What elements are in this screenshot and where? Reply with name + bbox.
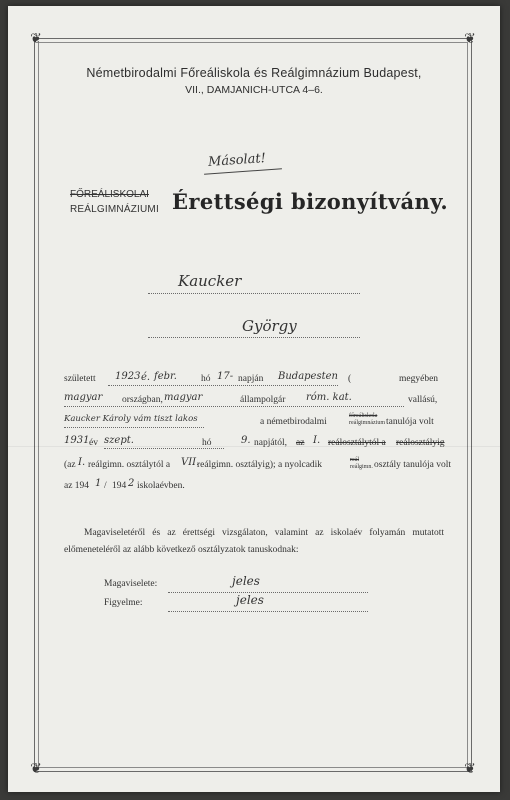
citizenship: magyar bbox=[164, 392, 203, 403]
year-sep: / bbox=[104, 481, 107, 491]
attention-value: jeles bbox=[236, 593, 264, 607]
school-type: REÁLGIMNÁZIUMI bbox=[70, 204, 159, 215]
religion-label: vallású, bbox=[408, 395, 438, 405]
grade-from: I. bbox=[78, 457, 86, 468]
birth-month: febr. bbox=[154, 371, 177, 382]
birth-year: 1923 bbox=[115, 371, 141, 382]
to-real: reálosztályig bbox=[396, 438, 445, 448]
entry-year: 1931 bbox=[64, 435, 90, 446]
small-bottom: reálgimn. bbox=[350, 464, 373, 470]
struck-school2: reálgimnázium bbox=[349, 420, 385, 426]
struck-school: főreáliskola bbox=[349, 413, 378, 419]
from-real: reálosztálytól a bbox=[328, 438, 386, 448]
from-label: napjától, bbox=[254, 438, 287, 448]
corner-ornament-bottom-left: ❦ bbox=[30, 762, 42, 777]
school-ref-label: a németbirodalmi bbox=[260, 417, 327, 427]
form-line-classes bbox=[64, 456, 452, 472]
citizen-label: állampolgár bbox=[240, 395, 286, 405]
line4-dots bbox=[104, 448, 224, 449]
grades-intro-paragraph: Magaviseletéről és az érettségi vizsgálaton, valamint az iskolaév folyamán mutatott előmeneteléről az alább következő osztályzatok tanuskodnak: bbox=[64, 528, 444, 555]
school-address: VII., DAMJANICH-UTCA 4–6. bbox=[185, 84, 323, 96]
surname-handwritten: Kaucker bbox=[178, 272, 242, 290]
pupil-label: tanulója volt bbox=[386, 417, 434, 427]
copy-mark: Másolat! bbox=[207, 150, 267, 171]
surname-line bbox=[148, 293, 360, 294]
school-year-label: iskolaévben. bbox=[137, 481, 185, 491]
county-label: megyében bbox=[399, 374, 439, 384]
year-prefix: az 194 bbox=[64, 481, 90, 491]
entry-day: 9. bbox=[241, 435, 251, 446]
corner-ornament-top-right: ❦ bbox=[464, 32, 476, 47]
religion: róm. kat. bbox=[306, 392, 352, 403]
corner-ornament-bottom-right: ❦ bbox=[464, 762, 476, 777]
grade-roman: I. bbox=[313, 435, 321, 446]
month-label: hó bbox=[201, 374, 211, 384]
year-end-digit: 2 bbox=[128, 478, 135, 489]
month-label-2: hó bbox=[202, 438, 212, 448]
entry-month: szept. bbox=[104, 435, 134, 446]
form-line-citizenship bbox=[64, 391, 442, 405]
line5-close: reálgimn. osztályig); a nyolcadik bbox=[197, 460, 323, 470]
year-end: 194 bbox=[112, 481, 127, 491]
line3-dots bbox=[64, 427, 204, 428]
born-label: született bbox=[64, 374, 96, 384]
grade-to: VII. bbox=[181, 457, 200, 468]
day-label: napján bbox=[238, 374, 264, 384]
birth-place: Budapesten bbox=[278, 371, 338, 382]
fold-crease bbox=[8, 446, 500, 447]
school-name: Németbirodalmi Főreáliskola és Reálgimnázium Budapest, bbox=[86, 66, 422, 80]
conduct-value: jeles bbox=[232, 574, 260, 588]
line1-dots bbox=[108, 385, 338, 386]
corner-ornament-top-left: ❦ bbox=[30, 32, 42, 47]
line5-open: (az bbox=[64, 460, 76, 470]
document-title: Érettségi bizonyítvány. bbox=[172, 189, 449, 214]
conduct-label: Magaviselete: bbox=[104, 579, 158, 589]
attention-label: Figyelme: bbox=[104, 598, 143, 608]
line5-end: osztály tanulója volt bbox=[374, 460, 452, 470]
attention-line bbox=[168, 611, 368, 612]
form-line-school-year bbox=[64, 477, 442, 491]
country: magyar bbox=[64, 392, 103, 403]
small-top: reál bbox=[350, 457, 359, 463]
form-line-parent bbox=[64, 412, 442, 428]
birth-year-suffix: é. bbox=[141, 372, 151, 383]
form-line-birth bbox=[64, 370, 442, 384]
line5-mid: reálgimn. osztálytól a bbox=[88, 460, 171, 470]
birth-day: 17- bbox=[217, 371, 234, 382]
struck-a: az bbox=[296, 438, 305, 448]
father-occupation: Kaucker Károly vám tiszt lakos bbox=[64, 414, 198, 424]
given-name-handwritten: György bbox=[242, 317, 297, 335]
school-type-struck: FŐREÁLISKOLAI bbox=[70, 189, 149, 200]
year-label: év bbox=[89, 438, 98, 448]
paren-open: ( bbox=[348, 374, 352, 384]
given-name-line bbox=[148, 337, 360, 338]
line2-dots bbox=[64, 406, 404, 407]
certificate-page bbox=[8, 6, 500, 792]
year-digit: 1 bbox=[95, 478, 102, 489]
country-label: országban, bbox=[122, 395, 163, 405]
conduct-line bbox=[168, 592, 368, 593]
